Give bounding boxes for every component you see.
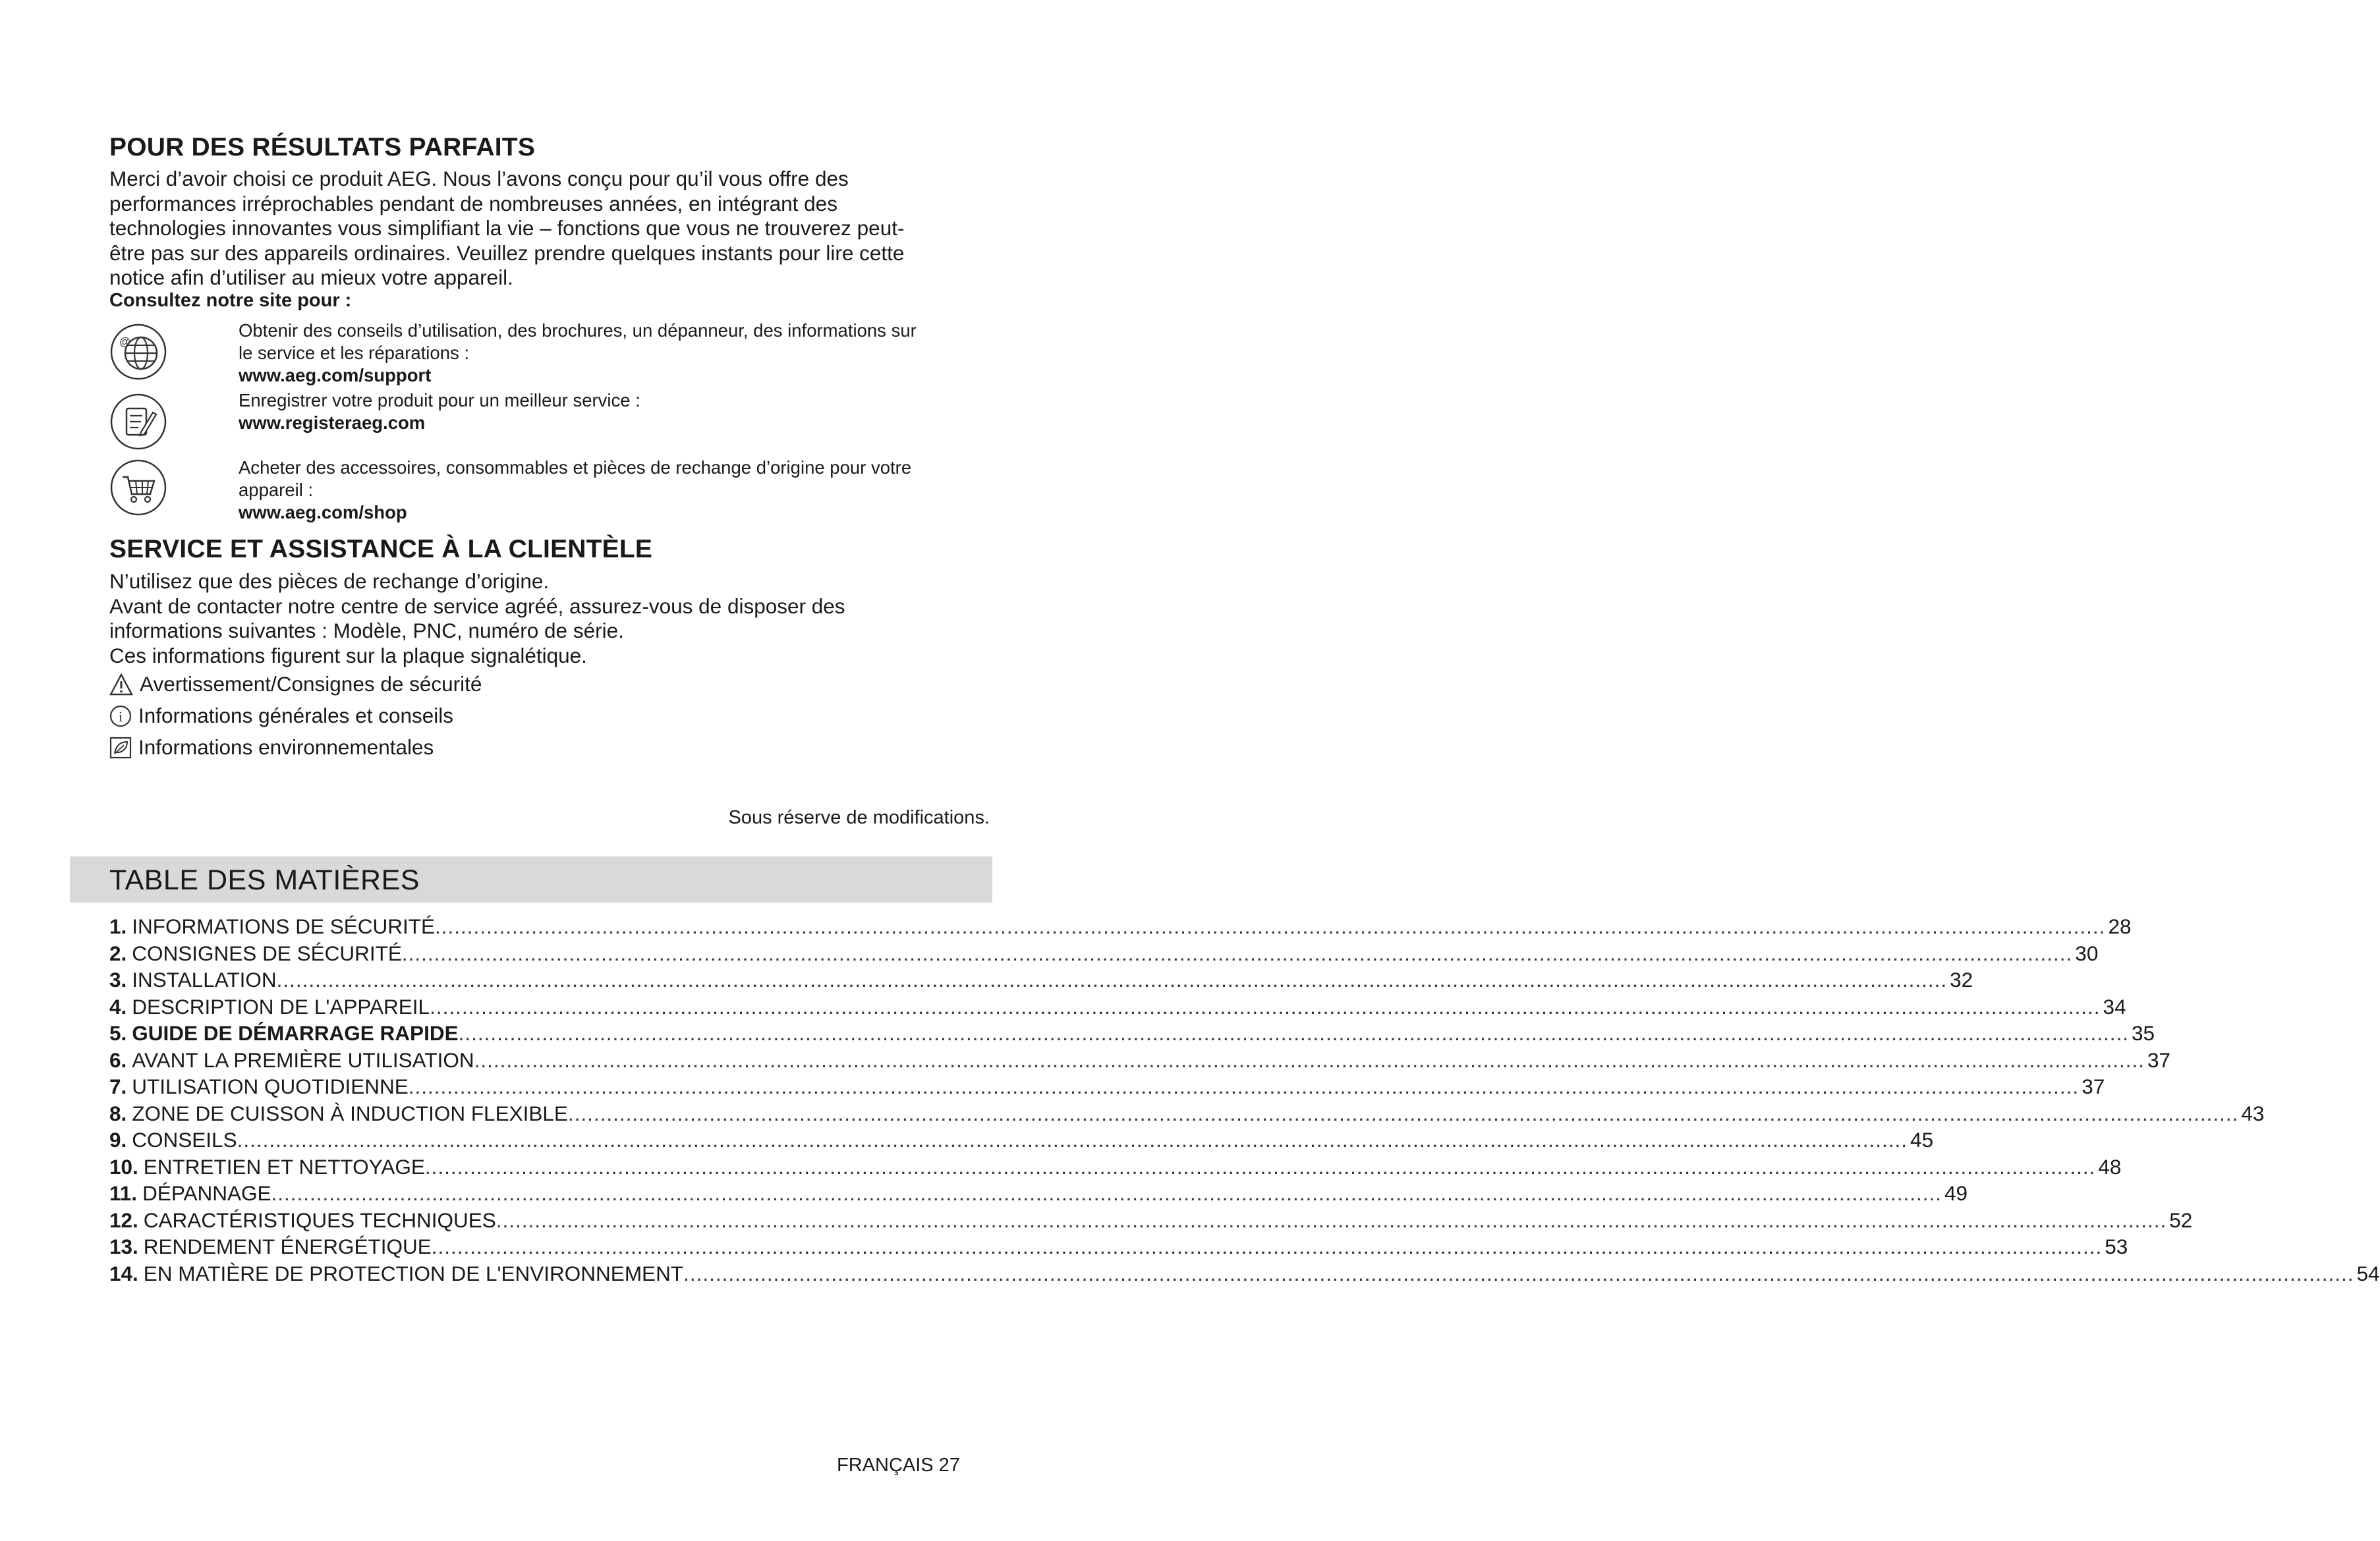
consult-label: Consultez notre site pour : xyxy=(109,290,352,311)
link-text: le service et les réparations : xyxy=(239,343,470,363)
legend-environment xyxy=(109,735,434,760)
toc-item-title: EN MATIÈRE DE PROTECTION DE L'ENVIRONNEMENT xyxy=(143,1261,684,1285)
service-line: N’utilisez que des pièces de rechange d’origine. xyxy=(109,569,550,593)
support-link[interactable]: www.aeg.com/support xyxy=(239,365,432,385)
toc-item-number: 1. xyxy=(109,914,127,938)
toc-item[interactable] xyxy=(109,1235,2128,1262)
svg-text:@: @ xyxy=(119,335,131,348)
toc-header xyxy=(70,856,992,903)
toc-item[interactable] xyxy=(109,914,2132,941)
section-title-service: SERVICE ET ASSISTANCE À LA CLIENTÈLE xyxy=(109,535,653,563)
toc-item-title: DÉPANNAGE xyxy=(142,1181,271,1205)
toc-item-number: 14. xyxy=(109,1261,138,1285)
link-block-shop xyxy=(239,457,990,524)
register-link[interactable]: www.registeraeg.com xyxy=(239,412,426,433)
toc-item-page: 37 xyxy=(2082,1075,2105,1098)
toc-leader: .................................................................................................................................................................................................................................................................... xyxy=(496,1208,2167,1232)
svg-text:i: i xyxy=(118,708,123,725)
toc-leader: .................................................................................................................................................................................................................................................................... xyxy=(401,941,2073,965)
toc-item-number: 12. xyxy=(109,1208,138,1232)
service-line: informations suivantes : Modèle, PNC, numéro de série. xyxy=(109,619,624,642)
intro-line: performances irréprochables pendant de nombreuses années, en intégrant des xyxy=(109,191,837,215)
toc-item[interactable] xyxy=(109,1261,2380,1289)
cart-icon xyxy=(109,459,167,517)
toc-item-number: 9. xyxy=(109,1128,127,1152)
toc-item[interactable] xyxy=(109,1075,2105,1102)
toc-item-page: 28 xyxy=(2108,914,2132,938)
toc-item[interactable] xyxy=(109,1048,2171,1075)
toc-item-page: 52 xyxy=(2169,1208,2193,1232)
toc-item[interactable] xyxy=(109,1128,1934,1155)
toc-item-title: CONSIGNES DE SÉCURITÉ xyxy=(132,941,402,965)
toc-item[interactable] xyxy=(109,1021,2155,1048)
toc-leader: .................................................................................................................................................................................................................................................................... xyxy=(567,1101,2239,1125)
toc-item-page: 32 xyxy=(1950,968,1973,992)
toc-item-number: 3. xyxy=(109,968,127,992)
toc-leader: .................................................................................................................................................................................................................................................................... xyxy=(430,994,2101,1019)
toc-item-title: RENDEMENT ÉNERGÉTIQUE xyxy=(143,1235,432,1258)
toc-leader: .................................................................................................................................................................................................................................................................... xyxy=(474,1048,2145,1072)
toc-item[interactable] xyxy=(109,1154,2122,1182)
info-icon xyxy=(109,705,132,727)
globe-icon xyxy=(109,323,167,381)
toc-item-title: AVANT LA PREMIÈRE UTILISATION xyxy=(132,1048,474,1072)
intro-line: être pas sur des appareils ordinaires. Veuillez prendre quelques instants pour lire cette xyxy=(109,240,905,265)
toc-item-page: 30 xyxy=(2075,941,2099,965)
service-line: Ces informations figurent sur la plaque signalétique. xyxy=(109,643,587,667)
shop-link[interactable]: www.aeg.com/shop xyxy=(239,502,407,522)
toc-item-number: 4. xyxy=(109,994,127,1019)
toc-item-title: DESCRIPTION DE L'APPAREIL xyxy=(132,994,430,1019)
link-block-register xyxy=(239,389,990,434)
legend-label: Avertissement/Consignes de sécurité xyxy=(140,672,482,696)
toc-leader: .................................................................................................................................................................................................................................................................... xyxy=(683,1261,2354,1285)
link-text: Obtenir des conseils d’utilisation, des brochures, un dépanneur, des informations sur xyxy=(239,320,917,341)
link-block-support xyxy=(239,320,990,387)
service-line: Avant de contacter notre centre de service agréé, assurez-vous de disposer des xyxy=(109,594,845,618)
toc-title: TABLE DES MATIÈRES xyxy=(109,864,420,896)
intro-line: notice afin d’utiliser au mieux votre appareil. xyxy=(109,266,513,289)
intro-line: Merci d’avoir choisi ce produit AEG. Nous l’avons conçu pour qu’il vous offre des xyxy=(109,167,849,190)
register-icon xyxy=(109,393,167,451)
toc-item-title: CARACTÉRISTIQUES TECHNIQUES xyxy=(143,1208,496,1232)
toc-item-page: 45 xyxy=(1910,1128,1934,1152)
toc-item-title: ENTRETIEN ET NETTOYAGE xyxy=(143,1154,425,1179)
toc-leader: .................................................................................................................................................................................................................................................................... xyxy=(434,914,2106,938)
legend-label: Informations générales et conseils xyxy=(138,704,454,727)
toc-item[interactable] xyxy=(109,1181,1968,1208)
toc-item-number: 2. xyxy=(109,941,127,965)
toc-item[interactable] xyxy=(109,1208,2193,1235)
toc-leader: .................................................................................................................................................................................................................................................................... xyxy=(237,1128,1908,1152)
service-paragraph xyxy=(109,569,986,668)
toc-item-number: 7. xyxy=(109,1075,127,1098)
legend-info xyxy=(109,704,453,728)
toc-item-title: CONSEILS xyxy=(132,1128,237,1152)
toc-item-page: 37 xyxy=(2147,1048,2171,1072)
toc-item-page: 35 xyxy=(2132,1021,2155,1045)
toc-item-page: 49 xyxy=(1944,1181,1968,1205)
toc-item[interactable] xyxy=(109,994,2126,1022)
toc-item-title: INFORMATIONS DE SÉCURITÉ xyxy=(132,914,435,938)
toc-leader: .................................................................................................................................................................................................................................................................... xyxy=(458,1021,2130,1045)
toc-leader: .................................................................................................................................................................................................................................................................... xyxy=(431,1235,2103,1258)
toc-item-title: UTILISATION QUOTIDIENNE xyxy=(132,1075,409,1098)
toc-item-number: 8. xyxy=(109,1101,127,1125)
toc-item-number: 13. xyxy=(109,1235,138,1258)
intro-paragraph xyxy=(109,167,986,291)
modification-notice: Sous réserve de modifications. xyxy=(728,807,990,828)
toc-item[interactable] xyxy=(109,968,1973,995)
toc-item-number: 10. xyxy=(109,1154,138,1179)
toc-item-number: 11. xyxy=(109,1181,138,1205)
toc-item-title: INSTALLATION xyxy=(132,968,277,992)
intro-line: technologies innovantes vous simplifiant la vie – fonctions que vous ne trouverez peut- xyxy=(109,216,905,240)
section-title-results: POUR DES RÉSULTATS PARFAITS xyxy=(109,133,536,161)
toc-item[interactable] xyxy=(109,1101,2265,1129)
toc-item-page: 54 xyxy=(2356,1261,2380,1285)
toc-item-number: 5. xyxy=(109,1021,127,1045)
toc-item-title: GUIDE DE DÉMARRAGE RAPIDE xyxy=(132,1021,459,1045)
toc-item-page: 53 xyxy=(2105,1235,2128,1258)
toc-leader: .................................................................................................................................................................................................................................................................... xyxy=(276,968,1948,992)
toc-item-page: 43 xyxy=(2241,1101,2265,1125)
toc-item[interactable] xyxy=(109,941,2099,968)
toc-item-title: ZONE DE CUISSON À INDUCTION FLEXIBLE xyxy=(132,1101,568,1125)
leaf-icon xyxy=(109,737,132,759)
warning-icon xyxy=(109,673,133,696)
legend-warning xyxy=(109,672,482,696)
toc-leader: .................................................................................................................................................................................................................................................................... xyxy=(408,1075,2080,1098)
toc-item-page: 34 xyxy=(2103,994,2126,1019)
toc-item-number: 6. xyxy=(109,1048,127,1072)
toc-leader: .................................................................................................................................................................................................................................................................... xyxy=(424,1154,2096,1179)
page-footer: FRANÇAIS 27 xyxy=(837,1455,960,1476)
link-text: Acheter des accessoires, consommables et pièces de rechange d’origine pour votre xyxy=(239,457,912,478)
link-text: Enregistrer votre produit pour un meilleur service : xyxy=(239,390,640,410)
legend-label: Informations environnementales xyxy=(138,735,434,759)
toc-leader: .................................................................................................................................................................................................................................................................... xyxy=(271,1181,1942,1205)
toc-item-page: 48 xyxy=(2098,1154,2122,1179)
link-text: appareil : xyxy=(239,480,314,500)
toc-list xyxy=(109,914,2380,1288)
